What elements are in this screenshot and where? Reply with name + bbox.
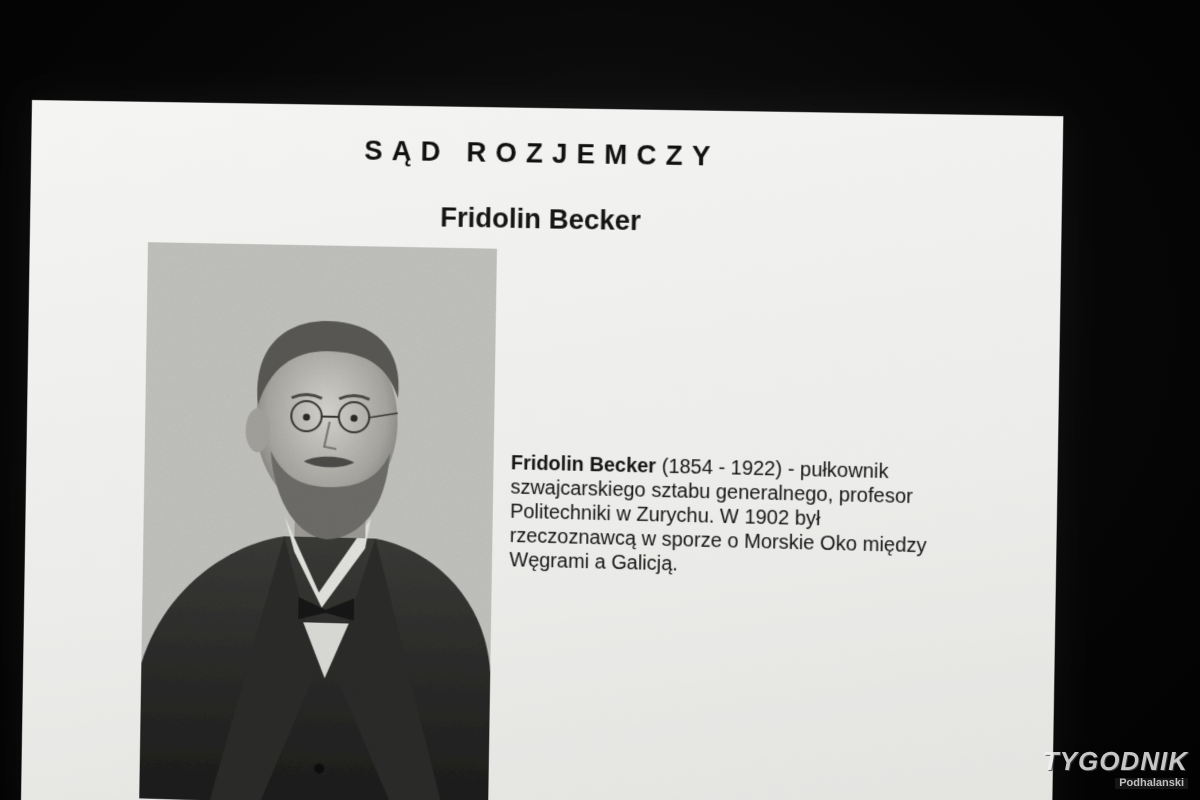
watermark-line2: Podhalanski xyxy=(1115,778,1188,789)
bio-text: (1854 - 1922) - pułkownik szwajcarskiego sztabu generalnego, profesor Politechniki w Zurychu. W 1902 był rzeczoznawcą w sporze o Morskie Oko między Węgrami a Galicją. xyxy=(509,455,927,576)
projected-slide xyxy=(21,100,1064,800)
slide-title: SĄD ROZJEMCZY xyxy=(364,135,720,172)
publisher-watermark xyxy=(1043,748,1188,790)
watermark-line1: TYGODNIK xyxy=(1042,746,1188,776)
bio-name: Fridolin Becker xyxy=(510,452,657,478)
slide-subtitle: Fridolin Becker xyxy=(439,202,642,237)
portrait-photo xyxy=(139,242,497,800)
portrait-illustration xyxy=(139,242,497,800)
bio-paragraph xyxy=(509,451,953,583)
